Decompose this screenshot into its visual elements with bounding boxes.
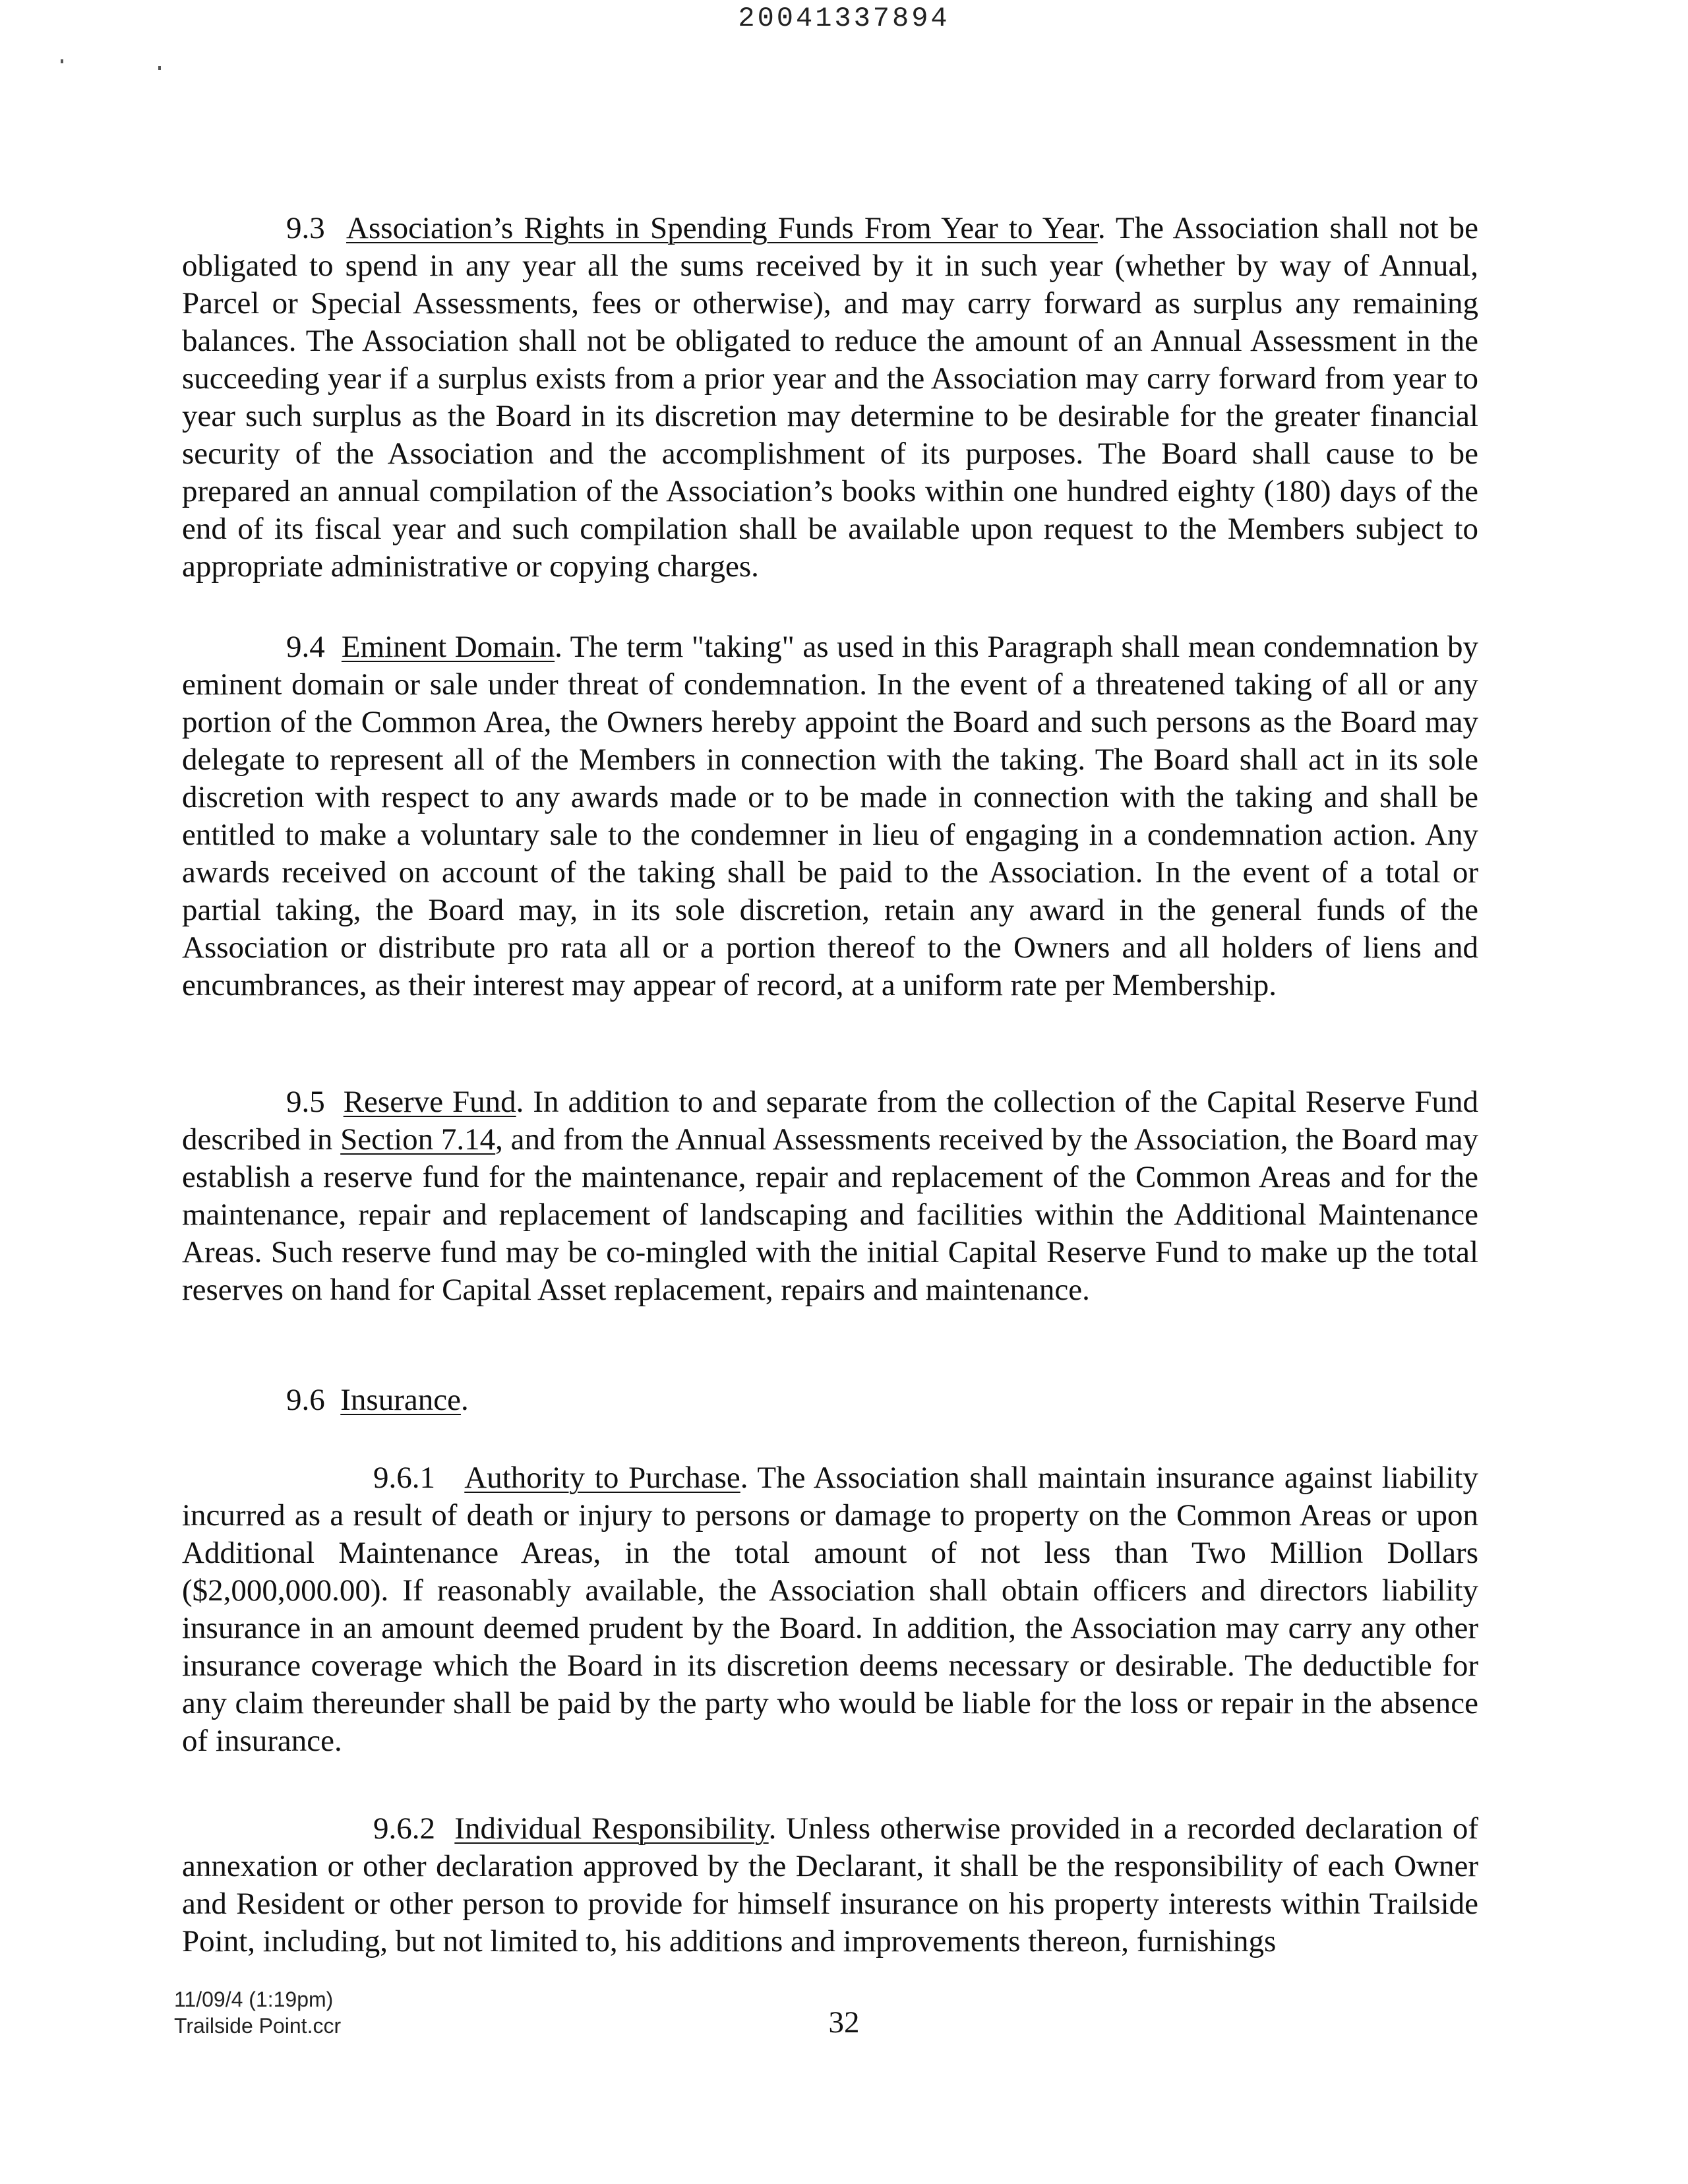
- section-9-6-2: [182, 1810, 1478, 1960]
- section-title: Individual Responsibility: [454, 1811, 769, 1846]
- section-9-6: [182, 1381, 1478, 1419]
- section-9-4: [182, 628, 1478, 1004]
- section-number: 9.5: [286, 1085, 325, 1119]
- section-title: Insurance: [340, 1383, 461, 1417]
- section-number: 9.6: [286, 1383, 325, 1417]
- section-9-3: [182, 210, 1478, 586]
- section-9-6-1: [182, 1459, 1478, 1760]
- section-title: Reserve Fund: [343, 1085, 516, 1119]
- section-title: Authority to Purchase: [464, 1461, 740, 1495]
- document-number: 20041337894: [738, 3, 950, 34]
- section-number: 9.3: [286, 211, 325, 245]
- section-body: . In addition to and separate from the collection of the Capital Reserve Fund described in: [182, 1085, 1478, 1157]
- section-reference-link[interactable]: Section 7.14: [340, 1122, 496, 1157]
- section-body: . The term "taking" as used in this Paragraph shall mean condemnation by eminent domain or sale under threat of condemnation. In the event of a threatened taking of all or any portion of the Common Area, the Owners hereby appoint the Board and such persons as the Board may delegate to represent all of the Members in connection with the taking. The Board shall act in its sole discretion with respect to any awards made or to be made in connection with the taking and shall be entitled to make a voluntary sale to the condemner in lieu of engaging in a condemnation action. Any awards received on account of the taking shall be paid to the Association. In the event of a total or partial taking, the Board may, in its sole discretion, retain any award in the general funds of the Association or distribute pro rata all or a portion thereof to the Owners and all holders of liens and encumbrances, as their interest may appear of record, at a uniform rate per Membership.: [182, 630, 1478, 1002]
- footer-date: 11/09/4 (1:19pm): [174, 1987, 334, 2011]
- section-title: Association’s Rights in Spending Funds From Year to Year: [346, 211, 1098, 245]
- footer-file-info: [174, 1986, 341, 2039]
- section-body: . The Association shall not be obligated to spend in any year all the sums received by it in such year (whether by way of Annual, Parcel or Special Assessments, fees or otherwise), and may carry forward as surplus any remaining balances. The Association shall not be obligated to reduce the amount of an Annual Assessment in the succeeding year if a surplus exists from a prior year and the Association may carry forward from year to year such surplus as the Board in its discretion may determine to be desirable for the greater financial security of the Association and the accomplishment of its purposes. The Board shall cause to be prepared an annual compilation of the Association’s books within one hundred eighty (180) days of the end of its fiscal year and such compilation shall be available upon request to the Members subject to appropriate administrative or copying charges.: [182, 211, 1479, 584]
- scan-speck: [158, 66, 161, 70]
- section-number: 9.6.1: [373, 1461, 435, 1495]
- footer-filename: Trailside Point.ccr: [174, 2014, 342, 2038]
- section-body: . Unless otherwise provided in a recorded declaration of annexation or other declaration approved by the Declarant, it shall be the responsibility of each Owner and Resident or other person to provide for himself insurance on his property interests within Trailside Point, including, but not limited to, his additions and improvements thereon, furnishings: [182, 1811, 1479, 1958]
- section-body: . The Association shall maintain insurance against liability incurred as a result of death or injury to persons or damage to property on the Common Areas or upon Additional Maintenance Areas, in the total amount of not less than Two Million Dollars ($2,000,000.00). If reasonably available, the Association shall obtain officers and directors liability insurance in an amount deemed prudent by the Board. In addition, the Association may carry any other insurance coverage which the Board in its discretion deems necessary or desirable. The deductible for any claim thereunder shall be paid by the party who would be liable for the loss or repair in the absence of insurance.: [182, 1461, 1478, 1758]
- section-9-5: [182, 1083, 1478, 1309]
- section-title: Eminent Domain: [341, 630, 555, 664]
- section-number: 9.6.2: [373, 1811, 435, 1846]
- section-suffix: .: [460, 1383, 469, 1417]
- section-number: 9.4: [286, 630, 325, 664]
- page-number: 32: [828, 2005, 860, 2040]
- section-body: , and from the Annual Assessments received by the Association, the Board may establish a reserve fund for the maintenance, repair and replacement of the Common Areas and for the maintenance, repair and replacement of landscaping and facilities within the Additional Maintenance Areas. Such reserve fund may be co-mingled with the initial Capital Reserve Fund to make up the total reserves on hand for Capital Asset replacement, repairs and maintenance.: [182, 1122, 1478, 1307]
- scan-speck: [61, 59, 63, 63]
